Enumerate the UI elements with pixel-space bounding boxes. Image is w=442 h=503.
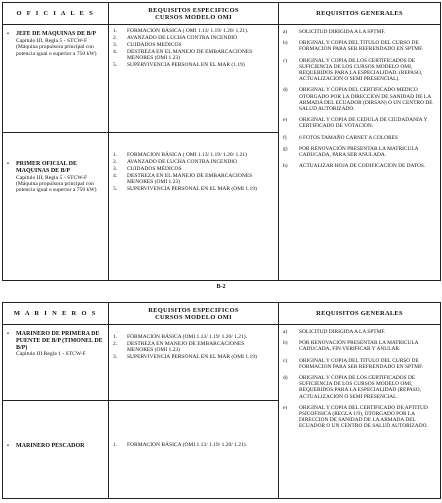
general-requirements-cell [279,25,441,281]
general-item: b) POR RENOVACIÓN PRESENTAR LA MATRICULA CADUCADA, FIN VERIFICAR Y ANULAR. [283,340,419,353]
requirement-item: 5. SUPERVIVENCIA PERSONAL EN EL MAR (1.19) [113,61,245,68]
header-role: O F I C I A L E S [3,3,109,25]
certificate-title: PRIMER OFICIAL DE MAQUINAS DE B/P [16,161,78,174]
requirement-item: 5. SUPERVIVENCIA PERSONAL EN EL MAR (OMI 1.19) [113,185,257,192]
page-marker: B-2 [216,284,226,290]
requirement-item: 1. FORMACION BÁSICA ( OMI 1.13/ 1.19/ 1.20/ 1.21) [113,152,247,158]
certificate-cell: • MARINERO PESCADOR [3,401,109,499]
requirement-item: 3. SUPERVIVENCIA PERSONAL EN EL MAR (OMI 1.19) [113,353,257,360]
oficiales-table [2,2,441,281]
certificate-title: MARINERO DE PRIMERA DE PUENTE DE B/P (TIMONEL DE B/P) [16,331,103,351]
requirement-item: 1. FORMACION BÁSICA (OMI 1.13/ 1.19/ 1.20/ 1.21). [113,442,247,448]
header-role: M A R I N E R O S [3,303,109,325]
certificate-cell: • JEFE DE MAQUINAS DE B/P Capítulo III, Regla 5 - STCW-F (Máquina propulsora principal con potencia igual o superior a 750 kW) [3,25,109,133]
requirements-cell [109,325,279,401]
certificate-subtitle: Capítulo III, Regla 5 - STCW-F (Máquina propulsora principal con potencia igual o superior a 750 kW) [16,174,97,194]
requirements-cell [109,401,279,499]
certificate-subtitle: Capítulo III, Regla 5 - STCW-F (Máquina propulsora principal con potencia igual o superior a 750 kW) [16,37,97,57]
general-item: a) SOLICITUD DIRIGIDA A LA SPTMF. [283,329,386,335]
certificate-title: JEFE DE MAQUINAS DE B/P [16,31,97,37]
certificate-subtitle: Capitulo III Regla 1 - STCW-F [16,351,86,358]
certificate-title: MARINERO PESCADOR [16,443,85,449]
requirement-item: 4. DESTREZA EN EL MANEJO DE EMBARCACIONES MENORES (OMI 1.23) [113,172,253,185]
requirements-cell [109,25,279,133]
marineros-table [2,302,441,499]
requirement-item: 3. CUIDADOS MÉDICOS [113,165,182,172]
header-general: REQUISITOS GENERALES [279,3,441,25]
general-item: d) ORIGINAL Y COPIA DE LOS CERTIFICADOS DE SUFICIENCIA DE LOS CURSOS MODELO OMI, REQUERIDOS PARA LA ESPECIALIDAD (REPASO, ACTUALIZACION O SEMI PRESENCIAL. [283,375,421,400]
requirement-item: 2. AVANZADO DE LUCHA CONTRA INCENDIO [113,158,238,165]
requirement-item: 2. DESTREZA EN MANEJO DE EMBARCACIONES MENORES (OMI 1.23) [113,340,245,353]
requirement-item: 1. FORMACION BÁSICA ( OMI 1.13/ 1.19/ 1.20/ 1.21). [113,28,249,34]
header-specific: REQUISITOS ESPECIFICOS CURSOS MODELO OMI [109,3,279,25]
general-item: b) ORIGINAL Y COPIA DEL TITULO DEL CURSO DE FORMACION PARA SER REFRENDADO EN SPTMF. [283,40,423,53]
general-item: g) POR RENOVACIÓN PRESENTAR LA MATRICULA CADUCADA, PARA SER ANULADA. [283,145,419,159]
header-general: REQUISITOS GENERALES [279,303,441,325]
general-item: h) ACTUALIZAR HOJA DE CODIFICACION DE DATOS. [283,163,426,170]
requirement-item: 2. AVANZADO DE LUCHA CONTRA INCENDIO [113,34,238,41]
general-item: f) 6 FOTOS TAMAÑO CARNET A COLORES [283,134,398,141]
requirement-item: 1. FORMACION BÁSICA (OMI 1.13/ 1.19/ 1.20/ 1.21). [113,334,247,340]
general-item: e) ORIGINAL Y COPIA DEL CERTIFICADO DE APTITUD PSICOFISICA (REGLA 1/9), OTORGADO POR LA DIRECCION DE SANIDAD DE LA ARMADA DEL ECUADOR O UN CENTRO DE SALUD AUTORIZADO. [283,404,428,430]
requirement-item: 4. DESTREZA EN EL MANEJO DE EMBARCACIONES MENORES (OMI 1.23) [113,48,253,61]
certificate-cell: • PRIMER OFICIAL DE MAQUINAS DE B/P Capítulo III, Regla 5 - STCW-F (Máquina propulsora principal con potencia igual o superior a 750 kW) [3,133,109,281]
general-item: c) ORIGINAL Y COPIA DEL TITULO DEL CURSO DE FORMACION PARA SER REFRENDADO EN SPTMF. [283,357,423,370]
general-item: d) ORIGINAL Y COPIA DEL CERTIFICADO MEDICO OTORGADO POR LA DIRECCION DE SANIDAD DE LA ARMADA DEL ECUADOR (DIRSAN) O UN CENTRO DE SALUD AUTORIZADO. [283,87,433,113]
general-item: e) ORIGINAL Y COPIA DE CEDULA DE CIUDADANIA Y CERTIFICADO DE VOTACION. [283,117,428,130]
general-item: a) SOLICITUD DIRIGIDA A LA SPTMF. [283,29,386,35]
general-item: c) ORIGINAL Y COPIA DE LOS CERTIFICADOS DE SUFICIENCIA DE LOS CURSOS MODELO OMI, REQUERIDOS PARA LA ESPECIALIDAD. (REPASO, ACTUALIZACION O SEMI PRESENCIAL). [283,57,423,83]
header-specific: REQUISITOS ESPECIFICOS CURSOS MODELO OMI [109,303,279,325]
requirements-cell [109,133,279,281]
general-requirements-cell [279,325,441,499]
certificate-cell: • MARINERO DE PRIMERA DE PUENTE DE B/P (TIMONEL DE B/P) Capitulo III Regla 1 - STCW-F [3,325,109,401]
requirement-item: 3. CUIDADOS MEDICOS [113,41,182,48]
